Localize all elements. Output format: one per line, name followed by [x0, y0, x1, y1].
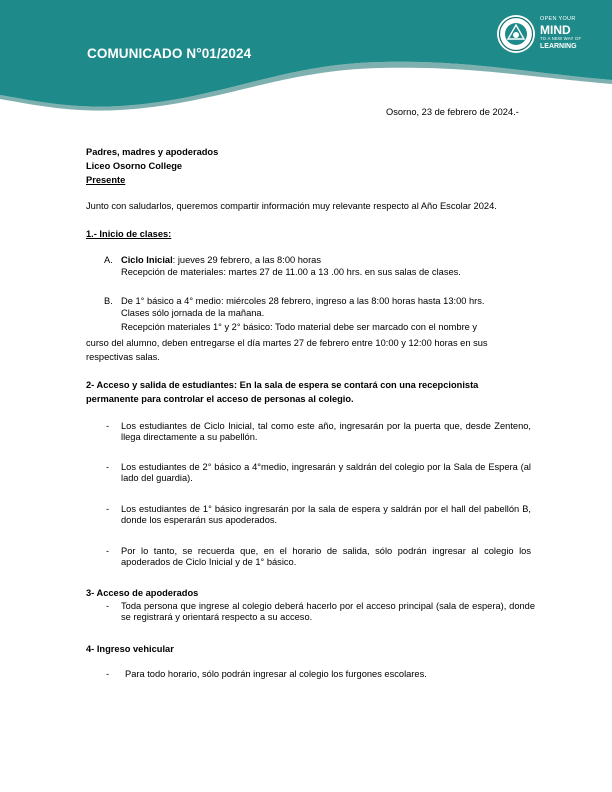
item-b-line4: curso del alumno, deben entregarse el día martes 27 de febrero entre 10:00 y 12:00 horas en sus [86, 338, 488, 348]
bullet-marker: - [106, 546, 110, 556]
logo-text-line1: OPEN YOUR [540, 16, 576, 22]
section4-item: Para todo horario, sólo podrán ingresar al colegio los furgones escolares. [125, 669, 427, 679]
item-b-line2: Clases sólo jornada de la mañana. [121, 308, 265, 318]
section2-title-line2: permanente para controlar el acceso de personas al colegio. [86, 394, 354, 404]
logo-text-line4: LEARNING [540, 43, 577, 50]
section2-title-line1: 2- Acceso y salida de estudiantes: En la sala de espera se contará con una recepcionista [86, 380, 479, 390]
document-date: Osorno, 23 de febrero de 2024.- [386, 107, 519, 117]
bullet-marker: - [106, 601, 110, 611]
item-b-marker: B. [104, 296, 113, 306]
item-a-line2: Recepción de materiales: martes 27 de 11.00 a 13 .00 hrs. en sus salas de clases. [121, 267, 461, 277]
document-title: COMUNICADO N°01/2024 [87, 46, 252, 61]
section2-item-2: Los estudiantes de 2° básico a 4°medio, ingresarán y saldrán del colegio por la Sala de Espera (al lado del guardia). [121, 462, 531, 483]
item-a-bold: Ciclo Inicial [121, 255, 173, 265]
logo-text-line2: MIND [540, 23, 571, 37]
bullet-marker: - [106, 421, 110, 431]
intro-paragraph: Junto con saludarlos, queremos compartir información muy relevante respecto al Año Escolar 2024. [86, 201, 497, 211]
item-a-marker: A. [104, 255, 113, 265]
college-logo-icon [496, 14, 536, 54]
section3-title: 3- Acceso de apoderados [86, 588, 199, 598]
addressee-line2: Liceo Osorno College [86, 161, 183, 171]
section2-item-1: Los estudiantes de Ciclo Inicial, tal como este año, ingresarán por la puerta que, desde Zenteno, llega directamente a su pabellón. [121, 421, 531, 442]
item-a-rest: : jueves 29 febrero, a las 8:00 horas [172, 255, 321, 265]
logo-text-line3: TO A NEW WAY OF [540, 36, 582, 41]
addressee-line1: Padres, madres y apoderados [86, 147, 219, 157]
item-b-line3: Recepción materiales 1° y 2° básico: Todo material debe ser marcado con el nombre y [121, 322, 478, 332]
addressee-line3: Presente [86, 175, 126, 185]
item-b-line1: De 1° básico a 4° medio: miércoles 28 febrero, ingreso a las 8:00 horas hasta 13:00 hrs. [121, 296, 485, 306]
bullet-marker: - [106, 462, 110, 472]
section2-item-3: Los estudiantes de 1° básico ingresarán por la sala de espera y saldrán por el hall del pabellón B, donde los esperarán sus apoderados. [121, 504, 531, 525]
section4-title: 4- Ingreso vehicular [86, 644, 174, 654]
bullet-marker: - [106, 669, 110, 679]
section2-item-4: Por lo tanto, se recuerda que, en el horario de salida, sólo podrán ingresar al colegio los apoderados de Ciclo Inicial y de 1° básico. [121, 546, 531, 567]
section1-title: 1.- Inicio de clases: [86, 229, 172, 239]
item-a-line1 [121, 255, 321, 266]
item-b-line5: respectivas salas. [86, 352, 160, 362]
bullet-marker: - [106, 504, 110, 514]
section3-item: Toda persona que ingrese al colegio deberá hacerlo por el acceso principal (sala de espera), donde se registrará y orientará respecto a su acceso. [121, 601, 535, 622]
